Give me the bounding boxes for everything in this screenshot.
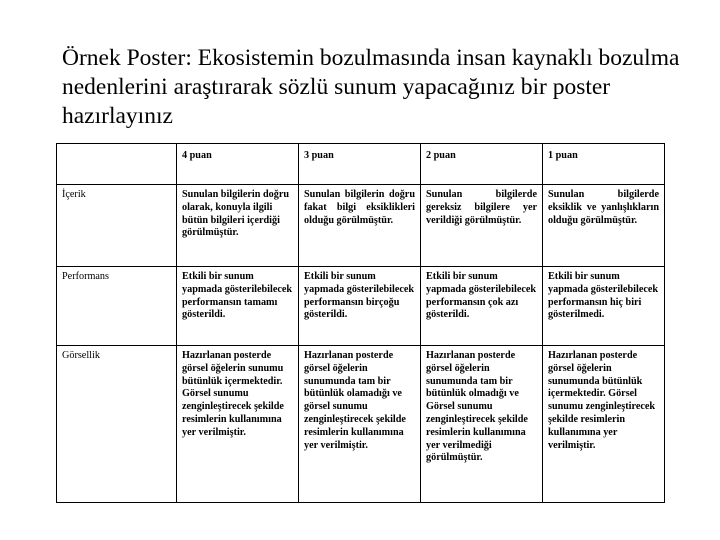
header-corner-cell (57, 144, 177, 185)
icerik-1-puan-cell: Sunulan bilgilerde eksiklik ve yanlışlıkların olduğu görülmüştür. (543, 185, 665, 267)
performans-1-puan-cell: Etkili bir sunum yapmada gösterilebilecek performansın hiç biri gösterilmedi. (543, 267, 665, 346)
table-header-row (57, 144, 665, 185)
icerik-4-puan-cell: Sunulan bilgilerin doğru olarak, konuyla ilgili bütün bilgileri içerdiği görülmüştür. (177, 185, 299, 267)
gorsellik-2-puan-cell: Hazırlanan posterde görsel öğelerin sunumunda tam bir bütünlük olmadığı ve Görsel sunumu zenginleştirecek şekilde resimlerin kullanımına yer verilmediği görülmüştür. (421, 346, 543, 503)
gorsellik-3-puan-cell: Hazırlanan posterde görsel öğelerin sunumunda tam bir bütünlük olamadığı ve görsel sunumu zenginleştirecek şekilde resimlerin kullanımına yer verilmiştir. (299, 346, 421, 503)
table-row (57, 185, 665, 267)
performans-2-puan-cell: Etkili bir sunum yapmada gösterilebilecek performansın çok azı gösterildi. (421, 267, 543, 346)
performans-3-puan-cell: Etkili bir sunum yapmada gösterilebilecek performansın birçoğu gösterildi. (299, 267, 421, 346)
rubric-table (56, 143, 665, 503)
icerik-3-puan-cell: Sunulan bilgilerin doğru fakat bilgi eksiklikleri olduğu görülmüştür. (299, 185, 421, 267)
icerik-2-puan-cell: Sunulan bilgilerde gereksiz bilgilere yer verildiği görülmüştür. (421, 185, 543, 267)
header-4-puan: 4 puan (177, 144, 299, 185)
performans-4-puan-cell: Etkili bir sunum yapmada gösterilebilecek performansın tamamı gösterildi. (177, 267, 299, 346)
gorsellik-4-puan-cell: Hazırlanan posterde görsel öğelerin sunumu bütünlük içermektedir. Görsel sunumu zenginleştirecek şekilde resimlerin kullanımına yer verilmiştir. (177, 346, 299, 503)
row-label-performans: Performans (57, 267, 177, 346)
table-row (57, 267, 665, 346)
header-2-puan: 2 puan (421, 144, 543, 185)
header-1-puan: 1 puan (543, 144, 665, 185)
table-row (57, 346, 665, 503)
row-label-icerik: İçerik (57, 185, 177, 267)
header-3-puan: 3 puan (299, 144, 421, 185)
gorsellik-1-puan-cell: Hazırlanan posterde görsel öğelerin sunumunda bütünlük içermektedir. Görsel sunumu zenginleştirecek şekilde resimlerin kullanımına yer verilmiştir. (543, 346, 665, 503)
slide-title: Örnek Poster: Ekosistemin bozulmasında insan kaynaklı bozulma nedenlerini araştırarak sözlü sunum yapacağınız bir poster hazırlayınız (62, 45, 680, 129)
row-label-gorsellik: Görsellik (57, 346, 177, 503)
